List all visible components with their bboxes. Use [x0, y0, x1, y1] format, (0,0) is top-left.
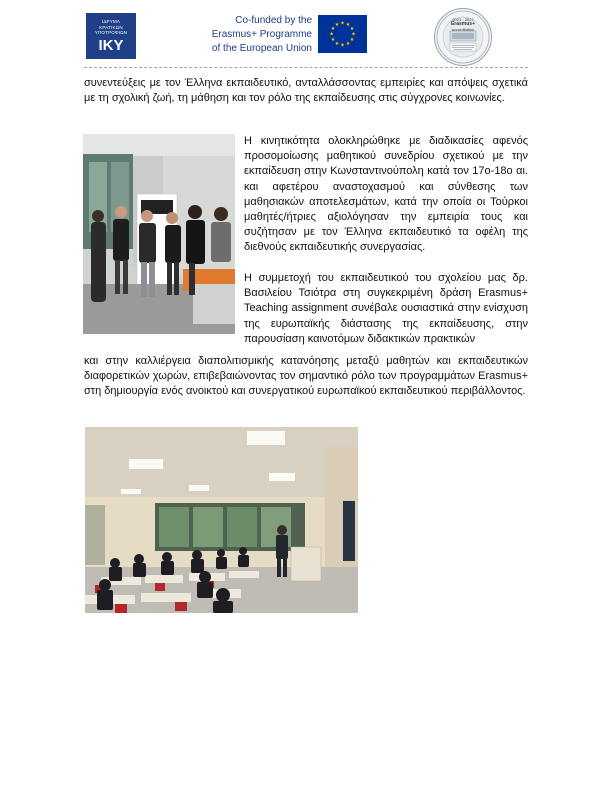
iky-logo: ΙΔΡΥΜΑ ΚΡΑΤΙΚΩΝ ΥΠΟΤΡΟΦΙΩΝ IKY: [86, 13, 136, 59]
svg-text:★: ★: [345, 21, 351, 28]
svg-text:★: ★: [334, 41, 340, 47]
paragraph-participation-part1: Η συμμετοχή του εκπαιδευτικού του σχολείου μας δρ. Βασιλείου Τσιότρα στη συγκεκριμένη δράση Erasmus+ Teaching assignment συνέβαλε ουσιαστικά στην ενίσχυση της ευρωπαϊκής διάστασης της εκπαίδευσης, στην παρουσίαση καινοτόμων διδακτικών πρακτικών: [244, 272, 528, 345]
svg-text:★: ★: [329, 31, 334, 38]
eu-flag-icon: [318, 15, 367, 53]
svg-text:★: ★: [330, 37, 336, 43]
svg-text:★: ★: [349, 25, 355, 32]
paragraph-participation-part2: και στην καλλιέργεια διαπολιτισμικής κατανόησης μεταξύ μαθητών και εκπαιδευτικών διαφορετικών χωρών, επιβεβαιώνοντας τον σημαντικό ρόλο των προγραμμάτων Erasmus+ στη δημιουργία ενός ανοικτού και συνεργατικού ευρωπαϊκού εκπαιδευτικού περιβάλλοντος.: [84, 355, 528, 398]
cofunded-text: Co-funded by the Erasmus+ Programme of the European Union: [211, 15, 312, 54]
header-divider: [84, 67, 528, 68]
group-photo: [83, 134, 235, 334]
svg-text:★: ★: [345, 41, 351, 47]
classroom-photo: [85, 427, 358, 613]
paragraph-mobility-conclusion: Η κινητικότητα ολοκληρώθηκε με διαδικασίες αφενός προσομοίωσης μαθητικού συνεδρίου σχετικού με την εκπαίδευση στην Κωνσταντινούπολη κατά τον 17ο-18ο αι. και αφετέρου αναστοχασμού και σύνθεσης των μαθησιακών αποτελεσμάτων, κατά την οποία οι Τούρκοι μαθητές/ήτριες αξιολόγησαν την εμπειρία τους και συζήτησαν με τον Έλληνα εκπαιδευτικό τα οφέλη της διεθνούς εκπαιδευτικής συνεργασίας.: [244, 135, 528, 254]
svg-text:★: ★: [349, 37, 355, 43]
erasmus-accreditation-seal: 2021 - 2027 Erasmus+ accreditation: [434, 8, 492, 66]
svg-text:★: ★: [334, 21, 340, 28]
svg-text:★: ★: [351, 31, 356, 38]
svg-text:★: ★: [340, 20, 345, 27]
paragraph-interviews: συνεντεύξεις με τον Έλληνα εκπαιδευτικό, ανταλλάσσοντας εμπειρίες και απόψεις σχετικά με τη σχολική ζωή, τη μάθηση και τον ρόλο της εκπαίδευσης στις σύγχρονες κοινωνίες.: [84, 77, 528, 105]
svg-text:★: ★: [340, 42, 345, 49]
svg-text:★: ★: [330, 25, 336, 32]
